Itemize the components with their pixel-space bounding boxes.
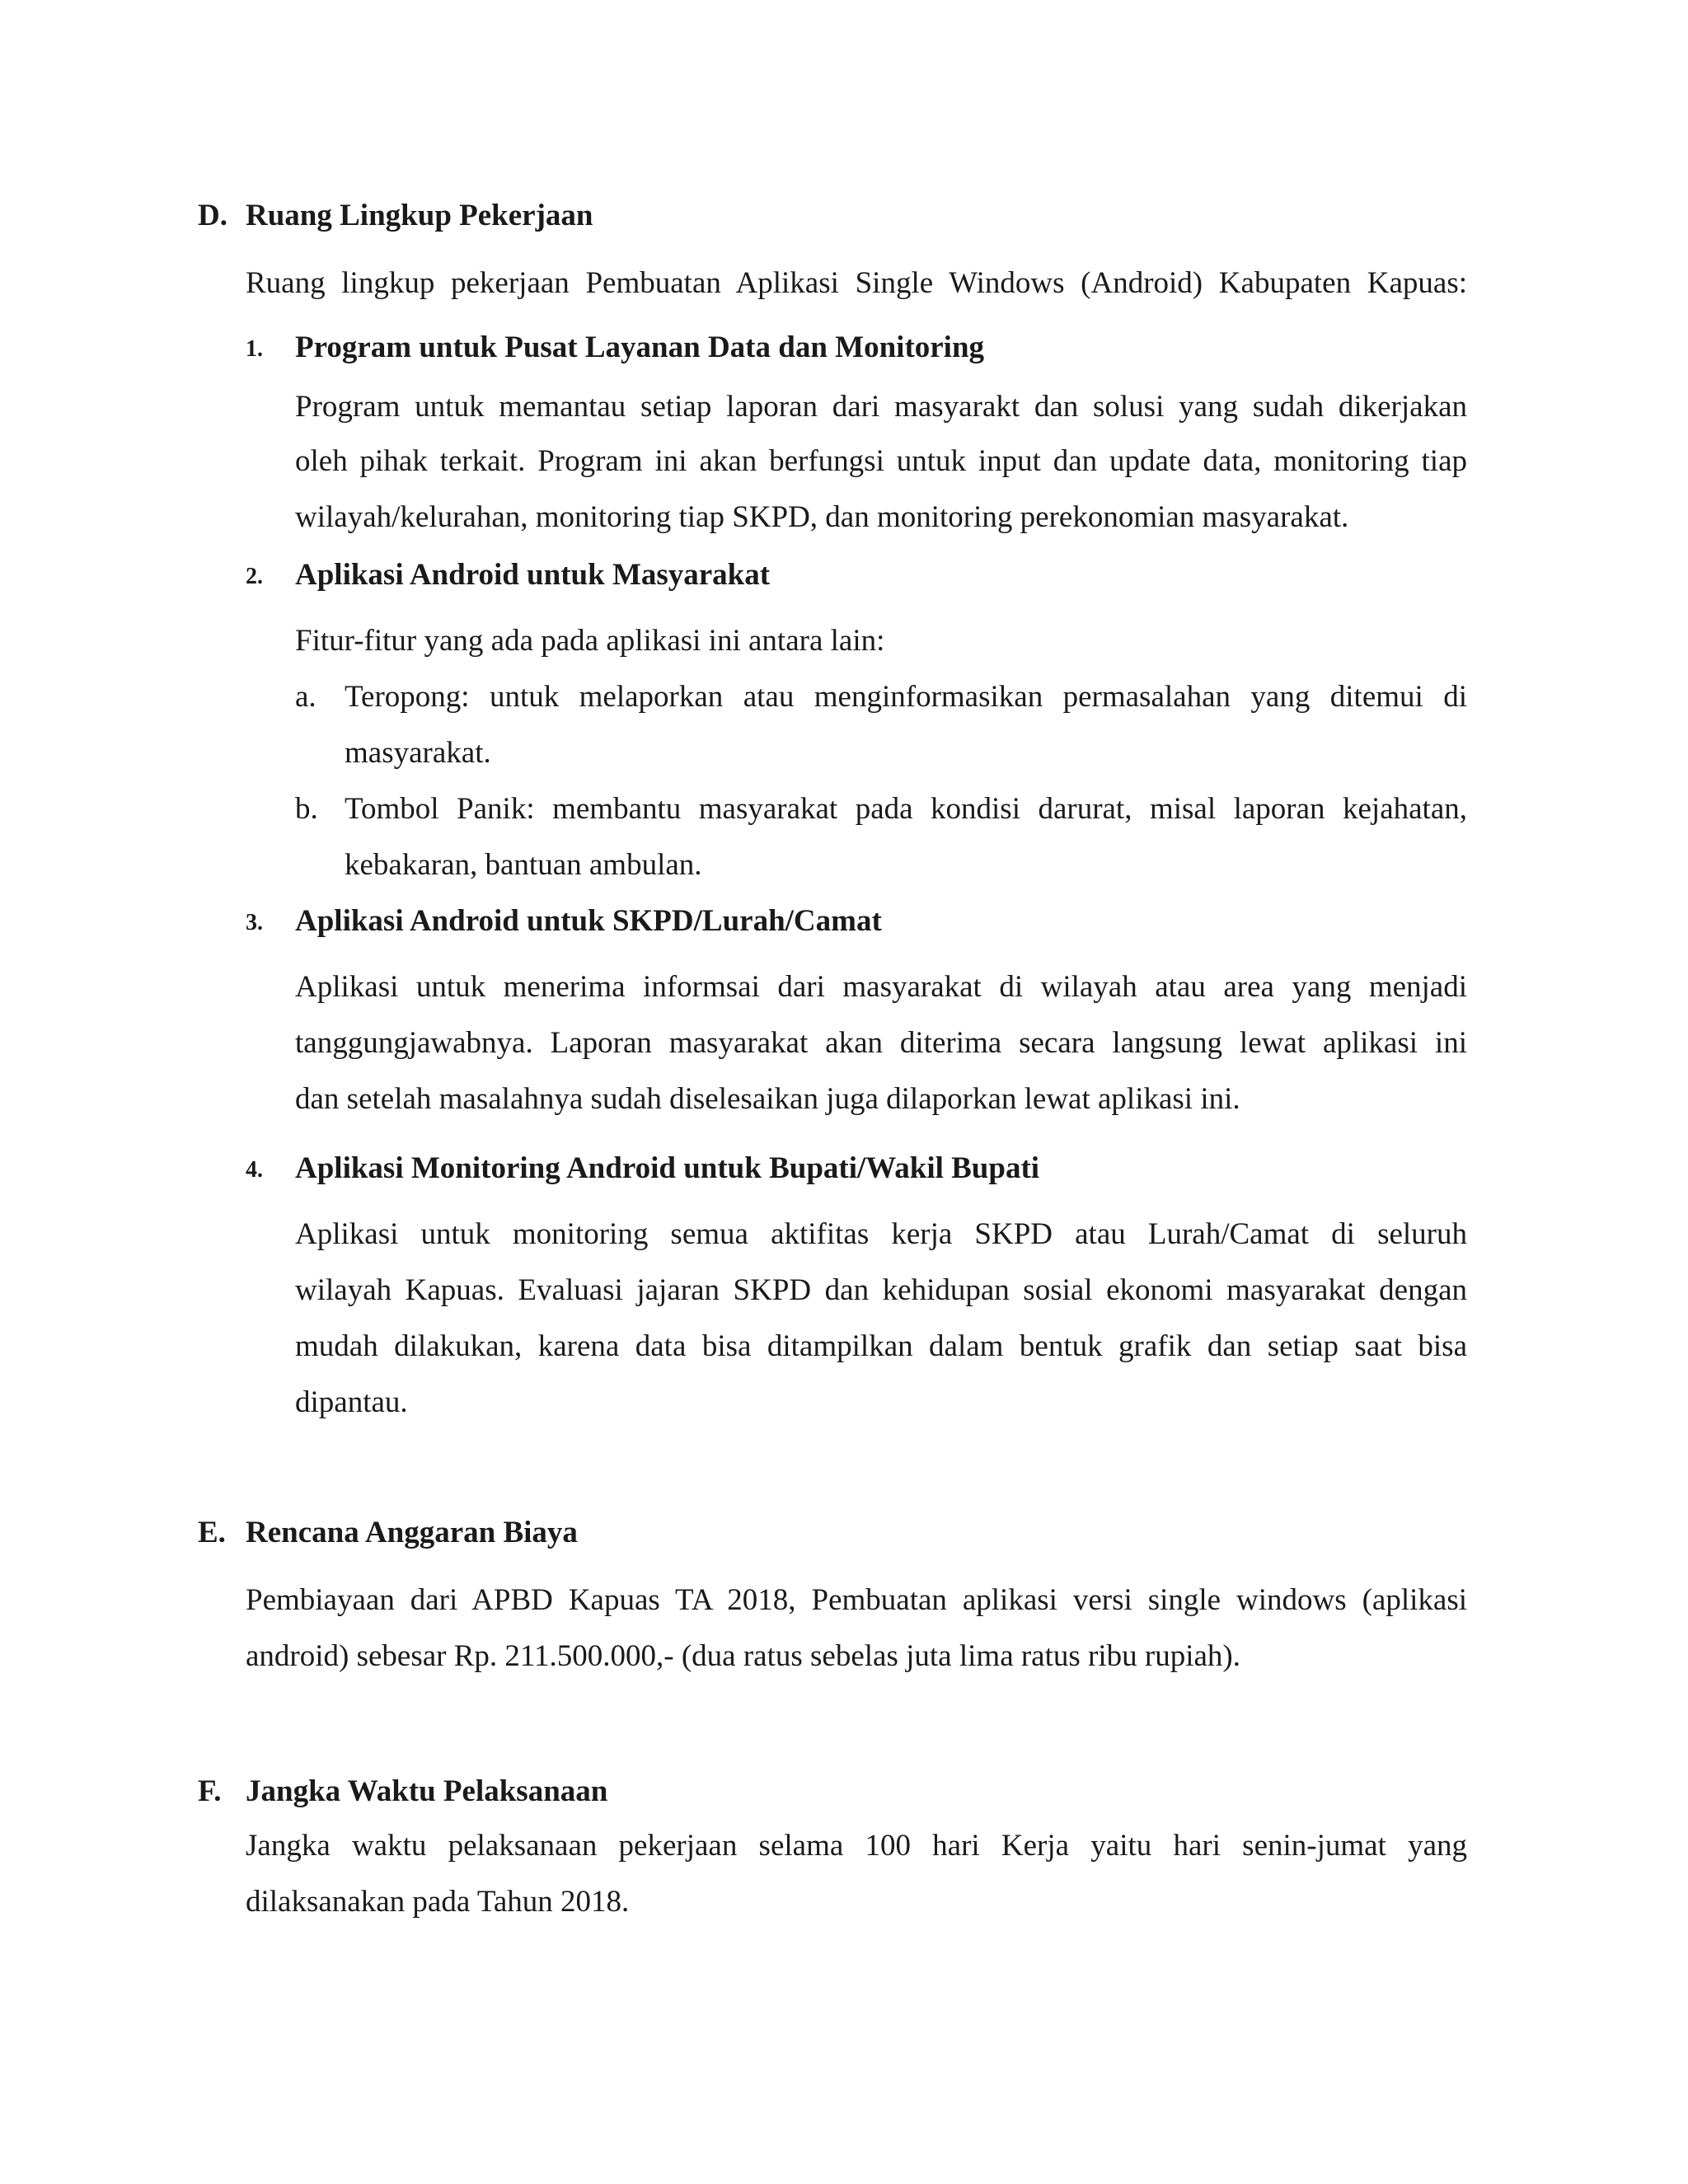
- subitem-a-letter: a.: [295, 680, 316, 714]
- item-3-line-3: dan setelah masalahnya sudah diselesaikan juga dilaporkan lewat aplikasi ini.: [295, 1082, 1240, 1116]
- item-4-number: 4.: [246, 1157, 263, 1183]
- section-e-line-1: Pembiayaan dari APBD Kapuas TA 2018, Pembuatan aplikasi versi single windows (aplikasi: [246, 1583, 1467, 1617]
- section-f-title: Jangka Waktu Pelaksanaan: [246, 1774, 608, 1808]
- item-3-line-1: Aplikasi untuk menerima informsai dari masyarakat di wilayah atau area yang menjadi: [295, 970, 1467, 1004]
- section-e-line-2: android) sebesar Rp. 211.500.000,- (dua ratus sebelas juta lima ratus ribu rupiah).: [246, 1639, 1240, 1673]
- item-1-line-2: oleh pihak terkait. Program ini akan berfungsi untuk input dan update data, monitoring tiap: [295, 444, 1467, 478]
- section-f-line-1: Jangka waktu pelaksanaan pekerjaan selama 100 hari Kerja yaitu hari senin-jumat yang: [246, 1829, 1467, 1863]
- section-e-letter: E.: [198, 1516, 226, 1549]
- subitem-b-letter: b.: [295, 792, 318, 826]
- section-d-letter: D.: [198, 199, 227, 232]
- subitem-b-line-2: kebakaran, bantuan ambulan.: [345, 848, 702, 882]
- subitem-b-line-1: Tombol Panik: membantu masyarakat pada kondisi darurat, misal laporan kejahatan,: [345, 792, 1467, 826]
- section-d-title: Ruang Lingkup Pekerjaan: [246, 199, 593, 232]
- section-e-title: Rencana Anggaran Biaya: [246, 1516, 578, 1549]
- item-4-line-4: dipantau.: [295, 1385, 408, 1419]
- item-2-intro: Fitur-fitur yang ada pada aplikasi ini antara lain:: [295, 624, 885, 658]
- subitem-a-line-1: Teropong: untuk melaporkan atau menginformasikan permasalahan yang ditemui di: [345, 680, 1467, 714]
- item-4-line-3: mudah dilakukan, karena data bisa ditampilkan dalam bentuk grafik dan setiap saat bisa: [295, 1329, 1467, 1363]
- item-1-number: 1.: [246, 336, 263, 362]
- item-1-title: Program untuk Pusat Layanan Data dan Monitoring: [295, 330, 985, 364]
- item-4-line-1: Aplikasi untuk monitoring semua aktifitas kerja SKPD atau Lurah/Camat di seluruh: [295, 1217, 1467, 1251]
- item-3-line-2: tanggungjawabnya. Laporan masyarakat akan diterima secara langsung lewat aplikasi ini: [295, 1026, 1467, 1060]
- item-4-line-2: wilayah Kapuas. Evaluasi jajaran SKPD dan kehidupan sosial ekonomi masyarakat dengan: [295, 1273, 1467, 1307]
- item-3-title: Aplikasi Android untuk SKPD/Lurah/Camat: [295, 904, 882, 938]
- subitem-a-line-2: masyarakat.: [345, 736, 491, 770]
- item-2-number: 2.: [246, 564, 263, 589]
- item-2-title: Aplikasi Android untuk Masyarakat: [295, 558, 771, 592]
- item-1-line-3: wilayah/kelurahan, monitoring tiap SKPD, dan monitoring perekonomian masyarakat.: [295, 500, 1349, 534]
- section-d-intro: Ruang lingkup pekerjaan Pembuatan Aplikasi Single Windows (Android) Kabupaten Kapuas:: [246, 266, 1467, 300]
- item-4-title: Aplikasi Monitoring Android untuk Bupati/Wakil Bupati: [295, 1151, 1040, 1185]
- section-f-line-2: dilaksanakan pada Tahun 2018.: [246, 1885, 630, 1919]
- section-f-letter: F.: [198, 1774, 222, 1808]
- item-1-line-1: Program untuk memantau setiap laporan dari masyarakt dan solusi yang sudah dikerjakan: [295, 390, 1467, 424]
- item-3-number: 3.: [246, 910, 263, 935]
